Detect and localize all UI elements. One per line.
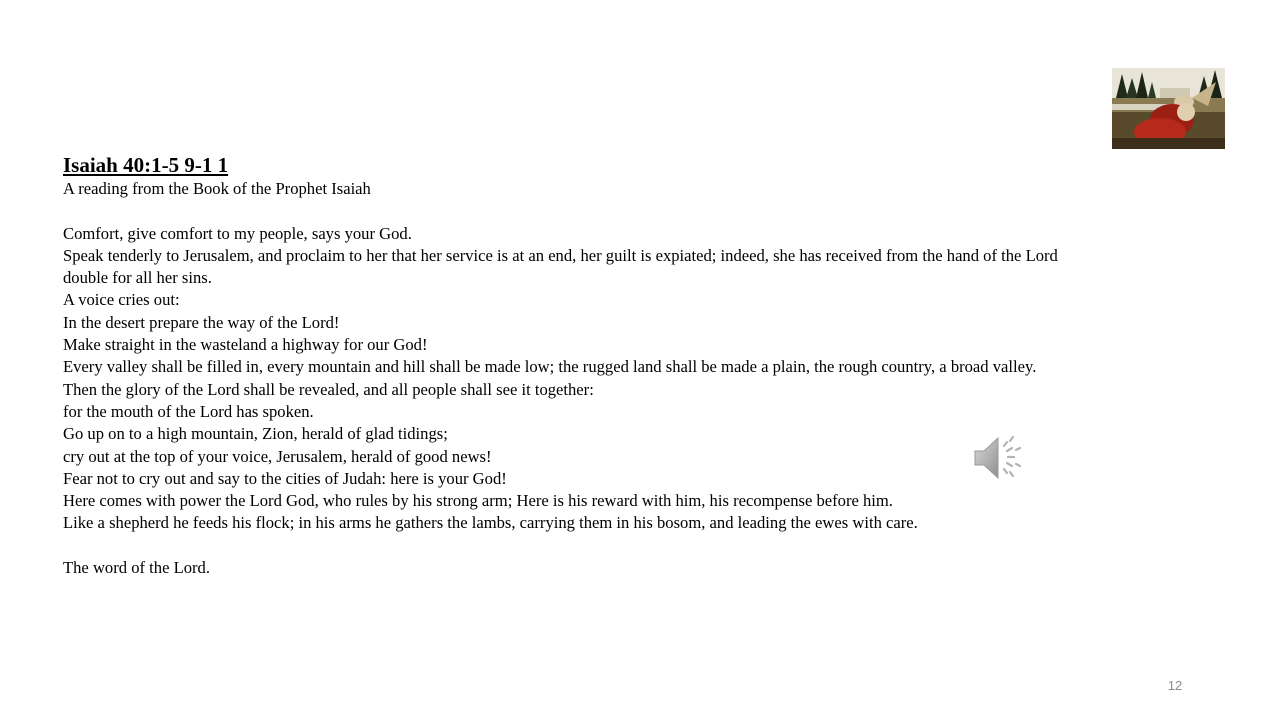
verse-line: Here comes with power the Lord God, who rules by his strong arm; Here is his reward with him, his recompense before him. [63,491,893,511]
speaker-icon[interactable] [972,432,1024,484]
verse-line: Go up on to a high mountain, Zion, herald of glad tidings; [63,424,448,444]
spacer [63,535,1107,557]
scripture-reading [63,152,1107,579]
verse-line: for the mouth of the Lord has spoken. [63,401,314,421]
reading-title: Isaiah 40:1-5 9-1 1 [63,153,229,177]
reading-subtitle: A reading from the Book of the Prophet Isaiah [63,179,371,198]
verse-line: A voice cries out: [63,290,180,310]
verse-line: Speak tenderly to Jerusalem, and proclaim to her that her service is at an end, her guilt is expiated; indeed, she has received from the hand of the Lord double for all her sins. [63,245,1058,288]
verse-line: cry out at the top of your voice, Jerusalem, herald of good news! [63,446,492,466]
spacer [63,200,1107,222]
reading-closing: The word of the Lord. [63,558,210,578]
verse-line: Make straight in the wasteland a highway for our God! [63,335,428,355]
verse-line: Like a shepherd he feeds his flock; in his arms he gathers the lambs, carrying them in his bosom, and leading the ewes with care. [63,513,918,533]
verse-line: Comfort, give comfort to my people, says your God. [63,223,412,243]
page-number: 12 [1167,678,1183,693]
annunciation-painting-image [1112,68,1225,149]
verse-line: In the desert prepare the way of the Lord! [63,312,340,332]
verse-line: Every valley shall be filled in, every mountain and hill shall be made low; the rugged land shall be made a plain, the rough country, a broad valley. [63,357,1037,377]
verse-line: Fear not to cry out and say to the cities of Judah: here is your God! [63,468,507,488]
verse-line: Then the glory of the Lord shall be revealed, and all people shall see it together: [63,379,594,399]
